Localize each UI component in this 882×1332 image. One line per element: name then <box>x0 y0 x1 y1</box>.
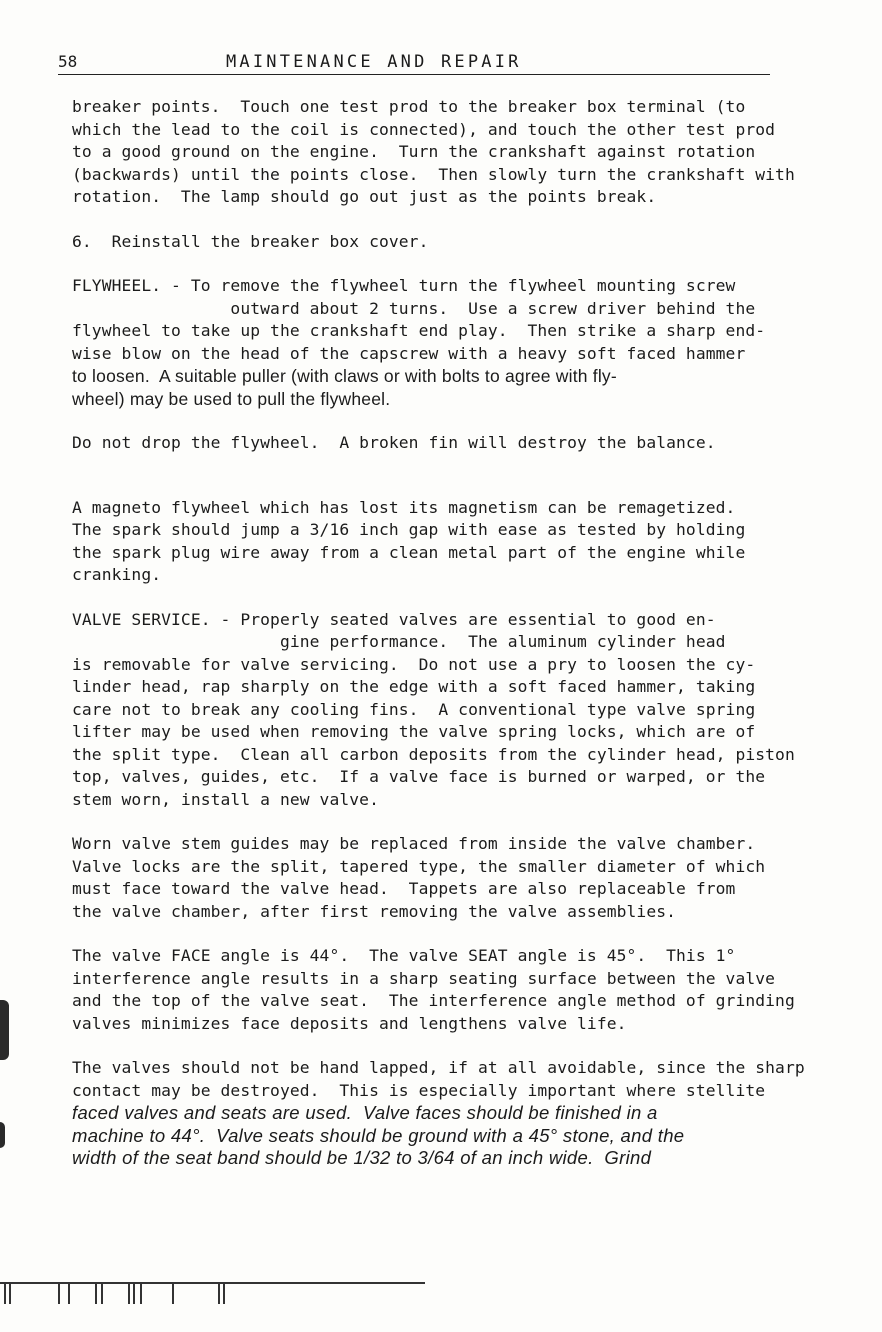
text-line: must face toward the valve head. Tappets are also replaceable from <box>72 879 736 898</box>
text-line: Do not drop the flywheel. A broken fin will destroy the balance. <box>72 433 716 452</box>
text-line: gine performance. The aluminum cylinder head <box>72 632 726 651</box>
page-number: 58 <box>58 52 78 71</box>
text-line: The spark should jump a 3/16 inch gap with ease as tested by holding <box>72 520 746 539</box>
text-line: the spark plug wire away from a clean metal part of the engine while <box>72 542 746 562</box>
text-line: rotation. The lamp should go out just as the points break. <box>72 187 657 206</box>
paragraph-breaker-points <box>72 96 812 209</box>
text-line: machine to 44°. Valve seats should be ground with a 45° stone, and the <box>72 1124 685 1146</box>
text-line: to a good ground on the engine. Turn the crankshaft against rotation <box>72 142 756 161</box>
text-line: contact may be destroyed. This is especially important where stellite <box>72 1080 766 1100</box>
scan-tick <box>218 1282 220 1304</box>
text-line: and the top of the valve seat. The interference angle method of grinding <box>72 991 795 1010</box>
text-line: Valve locks are the split, tapered type, the smaller diameter of which <box>72 856 766 876</box>
text-line: A magneto flywheel which has lost its magnetism can be remagetized. <box>72 497 736 517</box>
text-line: interference angle results in a sharp seating surface between the valve <box>72 968 776 988</box>
scan-tick <box>9 1282 11 1304</box>
text-line: breaker points. Touch one test prod to the breaker box terminal (to <box>72 97 746 116</box>
text-line: 6. Reinstall the breaker box cover. <box>72 231 429 251</box>
text-line: top, valves, guides, etc. If a valve face is burned or warped, or the <box>72 767 766 786</box>
paragraph-valve-angles <box>72 945 812 1035</box>
text-line: to loosen. A suitable puller (with claws or with bolts to agree with fly- <box>72 366 617 386</box>
paragraph-valve-guides <box>72 833 812 923</box>
binding-shadow <box>0 1000 9 1060</box>
paragraph-valve-service <box>72 609 812 812</box>
paragraph-step-6 <box>72 231 812 254</box>
scan-tick <box>140 1282 142 1304</box>
text-line: the split type. Clean all carbon deposits from the cylinder head, piston <box>72 744 795 764</box>
text-line: stem worn, install a new valve. <box>72 789 379 809</box>
scan-tick <box>223 1282 225 1304</box>
scan-tick <box>4 1282 6 1304</box>
text-line: FLYWHEEL. - To remove the flywheel turn the flywheel mounting screw <box>72 276 736 295</box>
text-line: care not to break any cooling fins. A conventional type valve spring <box>72 699 756 719</box>
text-line: faced valves and seats are used. Valve faces should be finished in a <box>72 1102 658 1123</box>
paragraph-magneto <box>72 497 812 587</box>
text-line: wise blow on the head of the capscrew with a heavy soft faced hammer <box>72 343 746 363</box>
scan-tick <box>133 1282 135 1304</box>
paragraph-valve-lapping <box>72 1057 812 1170</box>
text-line: The valve FACE angle is 44°. The valve SEAT angle is 45°. This 1° <box>72 946 736 965</box>
paragraph-flywheel-cont <box>72 343 812 411</box>
scan-tick <box>95 1282 97 1304</box>
text-line: valves minimizes face deposits and lengthens valve life. <box>72 1013 627 1033</box>
text-line: the valve chamber, after first removing the valve assemblies. <box>72 901 677 921</box>
text-line: flywheel to take up the crankshaft end play. Then strike a sharp end- <box>72 321 766 340</box>
text-line: which the lead to the coil is connected), and touch the other test prod <box>72 119 776 139</box>
running-title: MAINTENANCE AND REPAIR <box>226 52 522 72</box>
text-line: linder head, rap sharply on the edge with a soft faced hammer, taking <box>72 677 756 696</box>
scan-tick <box>128 1282 130 1304</box>
scan-rule <box>0 1282 425 1284</box>
scan-edge-marks <box>0 1282 430 1304</box>
scan-tick <box>172 1282 174 1304</box>
text-line: outward about 2 turns. Use a screw driver behind the <box>72 298 756 318</box>
body-text <box>72 96 812 1192</box>
scan-tick <box>58 1282 60 1304</box>
scan-tick <box>68 1282 70 1304</box>
text-line: cranking. <box>72 565 162 584</box>
running-header <box>58 52 770 75</box>
text-line: VALVE SERVICE. - Properly seated valves are essential to good en- <box>72 609 716 629</box>
text-line: lifter may be used when removing the valve spring locks, which are of <box>72 722 756 741</box>
binding-shadow <box>0 1122 5 1148</box>
paragraph-flywheel <box>72 275 812 343</box>
text-line: Worn valve stem guides may be replaced from inside the valve chamber. <box>72 834 756 853</box>
text-line: is removable for valve servicing. Do not use a pry to loosen the cy- <box>72 654 756 674</box>
scan-tick <box>101 1282 103 1304</box>
text-line: wheel) may be used to pull the flywheel. <box>72 388 391 409</box>
paragraph-flywheel-warning <box>72 432 812 455</box>
text-line: (backwards) until the points close. Then slowly turn the crankshaft with <box>72 164 795 184</box>
text-line: The valves should not be hand lapped, if at all avoidable, since the sharp <box>72 1058 805 1077</box>
text-line: width of the seat band should be 1/32 to 3/64 of an inch wide. Grind <box>72 1147 652 1168</box>
